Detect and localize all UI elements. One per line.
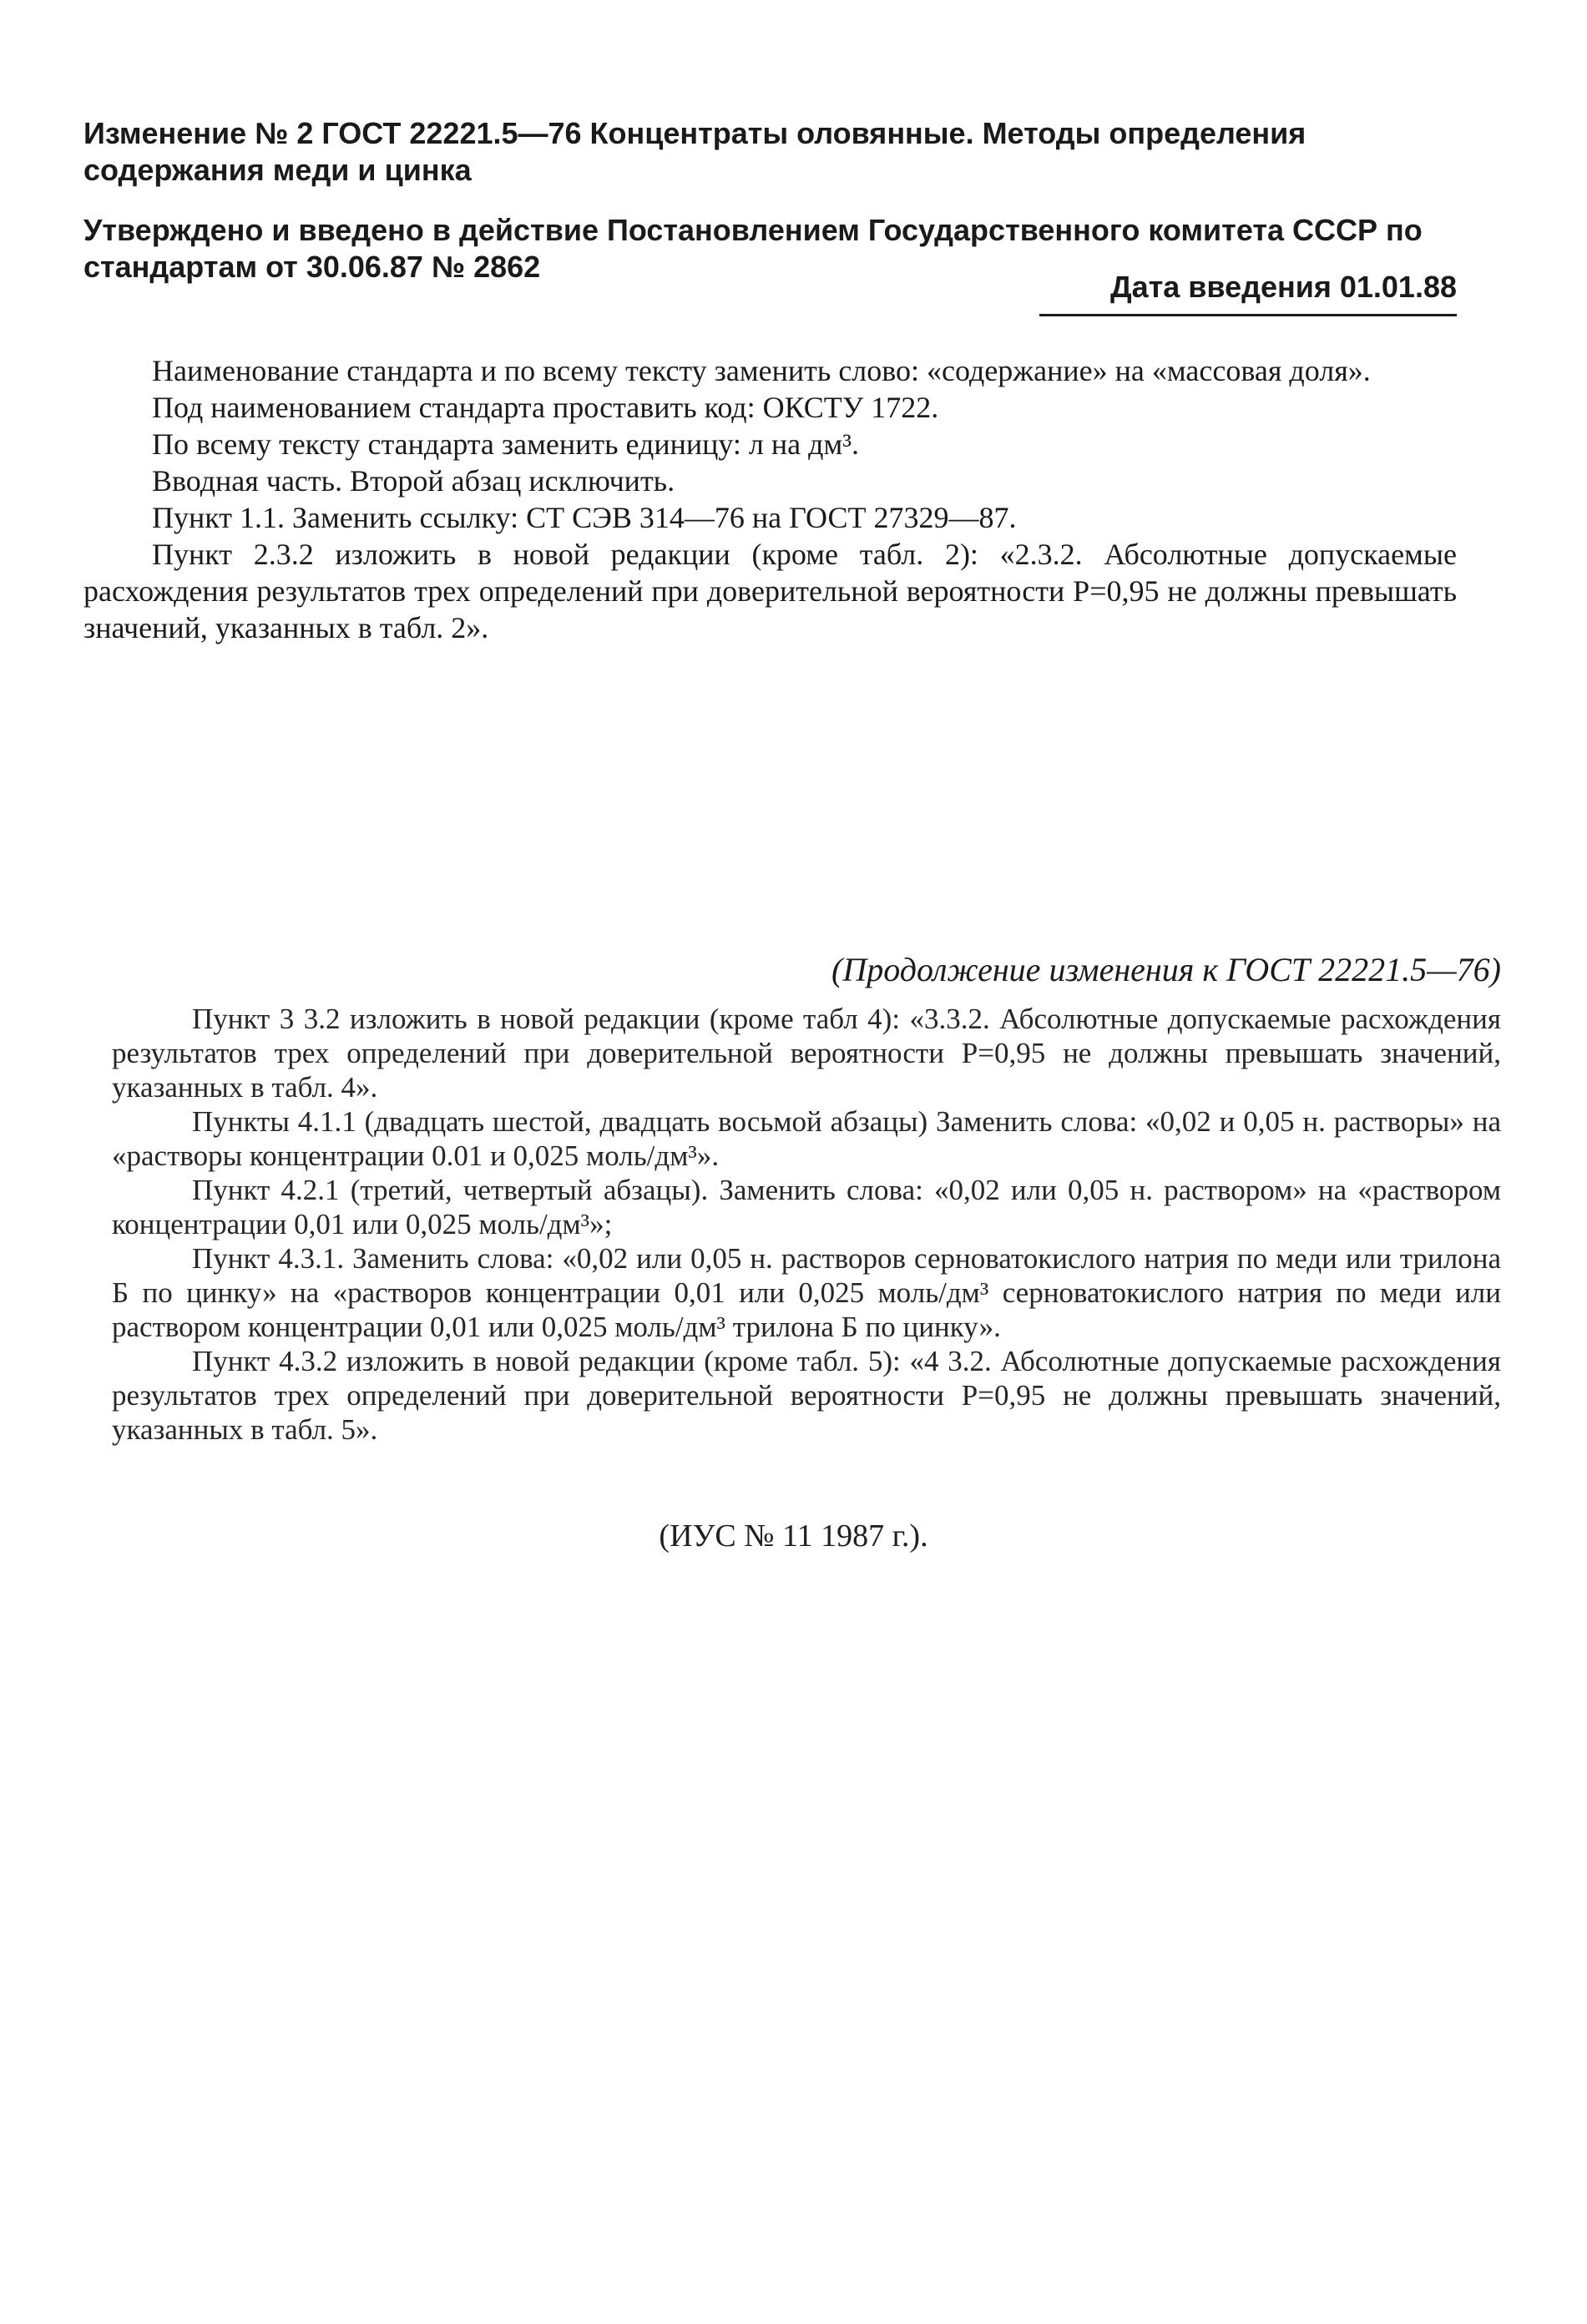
amendment-title: Изменение № 2 ГОСТ 22221.5—76 Концентраты оловянные. Методы определения содержания меди и цинка — [83, 116, 1306, 187]
change-paragraph: Пункт 4.3.2 изложить в новой редакции (кроме табл. 5): «4 3.2. Абсолютные допускаемые расхождения результатов трех определений при доверительной вероятности P=0,95 не должны превышать значений, указанных в табл. 5». — [112, 1345, 1501, 1446]
change-paragraph: Пункт 2.3.2 изложить в новой редакции (кроме табл. 2): «2.3.2. Абсолютные допускаемые расхождения результатов трех определений при доверительной вероятности P=0,95 не должны превышать значений, указанных в табл. 2». — [83, 538, 1457, 644]
change-paragraph: Под наименованием стандарта проставить код: ОКСТУ 1722. — [152, 391, 939, 424]
changes-part-1 — [83, 352, 1457, 646]
change-paragraph: Пункт 4.3.1. Заменить слова: «0,02 или 0,05 н. растворов серноватокислого натрия по меди или трилона Б по цинку» на «растворов концентрации 0,01 или 0,025 моль/дм³ серноватокислого натрия по меди или раствором концентрации 0,01 или 0,025 моль/дм³ трилона Б по цинку». — [112, 1242, 1501, 1343]
change-paragraph: Пункты 4.1.1 (двадцать шестой, двадцать восьмой абзацы) Заменить слова: «0,02 и 0,05 н. растворы» на «растворы концентрации 0.01 и 0,025 моль/дм³». — [112, 1105, 1501, 1172]
change-paragraph: Пункт 4.2.1 (третий, четвертый абзацы). Заменить слова: «0,02 или 0,05 н. раствором» на «раствором концентрации 0,01 или 0,025 моль/дм³»; — [112, 1174, 1501, 1240]
change-paragraph: Вводная часть. Второй абзац исключить. — [152, 464, 675, 498]
continuation-heading: (Продолжение изменения к ГОСТ 22221.5—76) — [831, 951, 1501, 988]
change-paragraph: По всему тексту стандарта заменить единицу: л на дм³. — [152, 427, 860, 461]
publication-reference: (ИУС № 11 1987 г.). — [659, 1518, 928, 1554]
effective-date: Дата введения 01.01.88 — [1039, 269, 1457, 316]
changes-part-2 — [112, 1002, 1501, 1447]
approval-statement: Утверждено и введено в действие Постановлением Государственного комитета СССР по стандартам от 30.06.87 № 2862 — [83, 213, 1423, 284]
change-paragraph: Пункт 3 3.2 изложить в новой редакции (кроме табл 4): «3.3.2. Абсолютные допускаемые расхождения результатов трех определений при доверительной вероятности P=0,95 не должны превышать значений, указанных в табл. 4». — [112, 1003, 1501, 1104]
document-header — [83, 115, 1457, 304]
change-paragraph: Пункт 1.1. Заменить ссылку: СТ СЭВ 314—76 на ГОСТ 27329—87. — [152, 501, 1017, 534]
change-paragraph: Наименование стандарта и по всему тексту заменить слово: «содержание» на «массовая доля». — [152, 354, 1371, 387]
